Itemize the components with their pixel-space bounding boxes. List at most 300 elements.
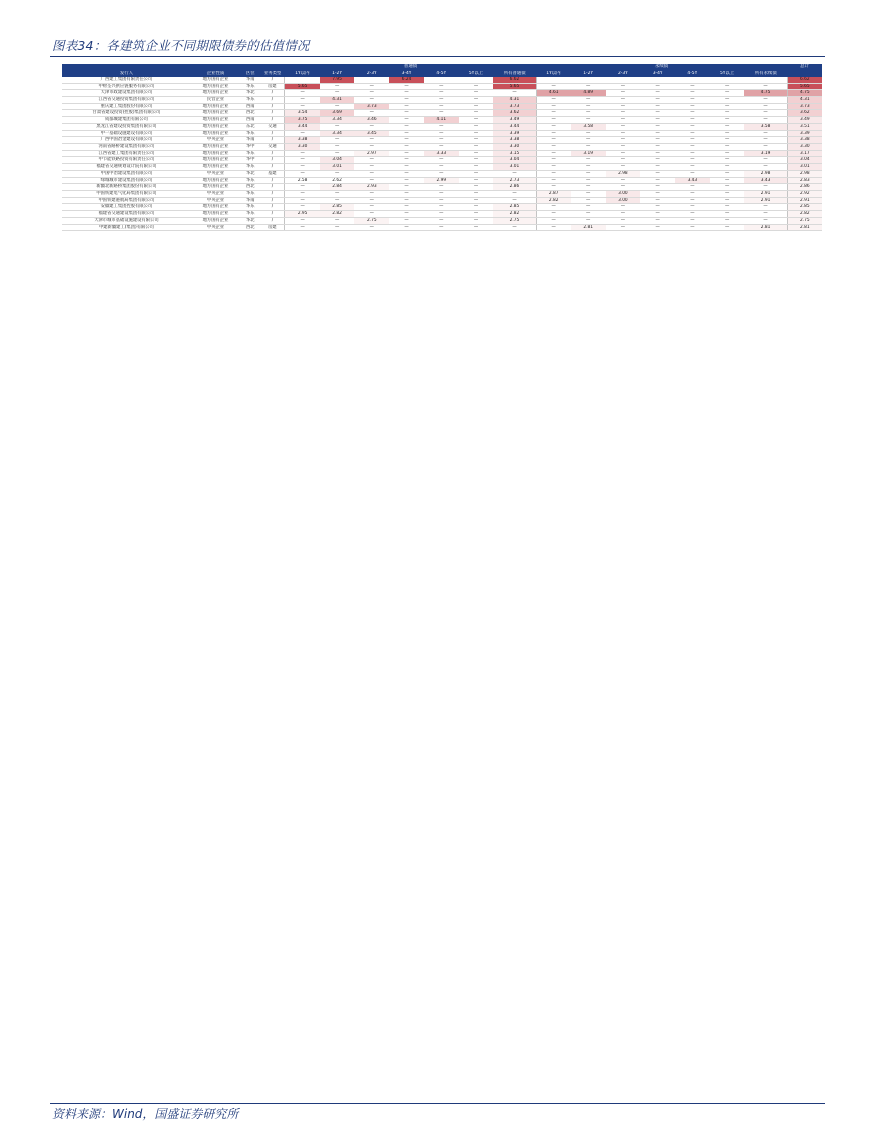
value-cell: —	[710, 117, 745, 124]
value-cell: —	[536, 177, 571, 184]
value-cell: —	[354, 204, 389, 211]
total-cell: 3.39	[787, 130, 822, 137]
value-cell: —	[536, 211, 571, 218]
value-cell: —	[640, 123, 675, 130]
table-row	[62, 197, 822, 204]
total-cell: 3.51	[787, 123, 822, 130]
all-perp-cell: 3.19	[744, 150, 787, 157]
value-cell: —	[675, 197, 710, 204]
nature-cell: 地方国有企业	[191, 117, 240, 124]
general-term-header: 1-2Y	[320, 71, 355, 77]
value-cell: —	[606, 150, 641, 157]
value-cell: —	[424, 157, 459, 164]
all-general-cell: 4.31	[493, 96, 536, 103]
general-term-header: 4-5Y	[424, 71, 459, 77]
value-cell: —	[640, 157, 675, 164]
value-cell: —	[710, 103, 745, 110]
issuer-cell: 江西省建工集团有限责任公司	[62, 150, 191, 157]
value-cell: —	[640, 90, 675, 97]
region-cell: 华东	[240, 204, 260, 211]
value-cell: —	[354, 96, 389, 103]
total-cell: 3.62	[787, 110, 822, 117]
value-cell: —	[320, 191, 355, 198]
value-cell: —	[606, 224, 641, 231]
value-cell: —	[606, 217, 641, 224]
value-cell: —	[606, 110, 641, 117]
value-cell: 2.99	[424, 177, 459, 184]
table-row	[62, 137, 822, 144]
group-perp-header: 永续债	[536, 64, 787, 71]
value-cell: 2.82	[320, 211, 355, 218]
value-cell: —	[320, 90, 355, 97]
type-cell: /	[260, 103, 285, 110]
value-cell: —	[675, 211, 710, 218]
all-general-cell: 3.73	[493, 103, 536, 110]
perp-term-header: 3-4Y	[640, 71, 675, 77]
value-cell: —	[424, 170, 459, 177]
value-cell: —	[459, 96, 494, 103]
value-cell: —	[710, 123, 745, 130]
all-general-cell: 3.39	[493, 130, 536, 137]
nature-cell: 地方国有企业	[191, 150, 240, 157]
type-cell: 基建	[260, 170, 285, 177]
value-cell: —	[640, 184, 675, 191]
value-cell: 2.75	[354, 217, 389, 224]
value-cell: —	[354, 143, 389, 150]
source-note: 资料来源：Wind，国盛证券研究所	[52, 1107, 239, 1121]
value-cell: —	[320, 217, 355, 224]
value-cell: —	[675, 157, 710, 164]
type-cell: /	[260, 137, 285, 144]
nature-cell: 地方国有企业	[191, 211, 240, 218]
type-cell: 房建	[260, 83, 285, 90]
value-cell: 3.00	[606, 191, 641, 198]
all-perp-cell: —	[744, 184, 787, 191]
value-cell: —	[571, 143, 606, 150]
type-cell: /	[260, 191, 285, 198]
value-cell: —	[389, 217, 424, 224]
value-cell: —	[389, 90, 424, 97]
value-cell: —	[675, 137, 710, 144]
region-cell: 华南	[240, 197, 260, 204]
table-row	[62, 177, 822, 184]
value-cell: 2.97	[354, 150, 389, 157]
value-cell: —	[459, 137, 494, 144]
value-cell: —	[354, 137, 389, 144]
value-cell: 3.01	[320, 164, 355, 171]
value-cell: 3.00	[606, 197, 641, 204]
all-general-cell: 3.30	[493, 143, 536, 150]
value-cell: —	[389, 157, 424, 164]
value-cell: —	[675, 170, 710, 177]
table-row	[62, 204, 822, 211]
value-cell: —	[675, 123, 710, 130]
value-cell: 6.24	[389, 77, 424, 83]
general-term-header: 1Y以内	[285, 71, 320, 77]
perp-term-header: 1-2Y	[571, 71, 606, 77]
value-cell: —	[459, 123, 494, 130]
value-cell: —	[536, 143, 571, 150]
value-cell: —	[285, 204, 320, 211]
value-cell: —	[354, 191, 389, 198]
issuer-cell: 福建省交通建设集团有限公司	[62, 211, 191, 218]
issuer-header: 发行人	[62, 71, 191, 77]
perp-term-header: 所有永续债	[744, 71, 787, 77]
value-cell: —	[710, 224, 745, 231]
total-cell: 2.98	[787, 170, 822, 177]
value-cell: —	[424, 217, 459, 224]
total-cell: 2.91	[787, 197, 822, 204]
value-cell: —	[459, 164, 494, 171]
value-cell: —	[536, 170, 571, 177]
title-rule	[50, 56, 825, 57]
value-cell: —	[606, 123, 641, 130]
value-cell: —	[571, 191, 606, 198]
type-cell: /	[260, 197, 285, 204]
total-cell: 2.85	[787, 204, 822, 211]
issuer-cell: 广西建工集团有限责任公司	[62, 77, 191, 83]
general-term-header: 所有普通债	[493, 71, 536, 77]
all-general-cell: —	[493, 170, 536, 177]
value-cell: 3.38	[285, 137, 320, 144]
issuer-cell: 绿城城市建设集团有限公司	[62, 177, 191, 184]
value-cell: —	[640, 150, 675, 157]
value-cell: —	[459, 130, 494, 137]
all-perp-cell: —	[744, 164, 787, 171]
table-row	[62, 150, 822, 157]
all-general-cell: 2.86	[493, 184, 536, 191]
value-cell: 5.65	[285, 83, 320, 90]
value-cell: —	[354, 224, 389, 231]
all-perp-cell: —	[744, 204, 787, 211]
value-cell: —	[710, 164, 745, 171]
value-cell: —	[571, 177, 606, 184]
total-cell: 6.62	[787, 77, 822, 83]
value-cell: 2.85	[320, 204, 355, 211]
value-cell: —	[424, 224, 459, 231]
value-cell: —	[354, 177, 389, 184]
value-cell: —	[389, 170, 424, 177]
value-cell: —	[606, 164, 641, 171]
value-cell: —	[354, 170, 389, 177]
table-row	[62, 224, 822, 231]
value-cell: —	[285, 150, 320, 157]
value-cell: —	[320, 197, 355, 204]
value-cell: —	[389, 110, 424, 117]
nature-cell: 中央企业	[191, 191, 240, 198]
region-cell: 华南	[240, 77, 260, 83]
value-cell: —	[389, 224, 424, 231]
value-cell: —	[606, 117, 641, 124]
general-term-header: 3-4Y	[389, 71, 424, 77]
value-cell: —	[389, 184, 424, 191]
region-cell: 华中	[240, 157, 260, 164]
value-cell: —	[675, 217, 710, 224]
value-cell: —	[675, 96, 710, 103]
value-cell: 3.33	[424, 150, 459, 157]
value-cell: —	[459, 204, 494, 211]
value-cell: —	[285, 224, 320, 231]
value-cell: —	[424, 137, 459, 144]
value-cell: —	[606, 130, 641, 137]
all-general-cell: 3.44	[493, 123, 536, 130]
value-cell: 4.11	[424, 117, 459, 124]
value-cell: —	[675, 90, 710, 97]
all-general-cell: 2.73	[493, 177, 536, 184]
perp-term-header: 2-3Y	[606, 71, 641, 77]
table-row	[62, 110, 822, 117]
value-cell: —	[320, 103, 355, 110]
value-cell: —	[536, 110, 571, 117]
value-cell: —	[389, 211, 424, 218]
all-perp-cell: —	[744, 103, 787, 110]
value-cell: —	[710, 217, 745, 224]
value-cell: 3.34	[320, 117, 355, 124]
value-cell: 7.95	[320, 77, 355, 83]
issuer-cell: 甘肃省建设投资(控股)集团有限公司	[62, 110, 191, 117]
value-cell: —	[675, 103, 710, 110]
total-cell: 4.75	[787, 90, 822, 97]
issuer-cell: 重庆建工集团股份有限公司	[62, 103, 191, 110]
value-cell: 2.62	[320, 177, 355, 184]
value-cell: —	[536, 117, 571, 124]
value-cell: —	[320, 137, 355, 144]
region-cell: 华北	[240, 90, 260, 97]
value-cell: —	[675, 83, 710, 90]
value-cell: —	[389, 204, 424, 211]
type-cell: /	[260, 150, 285, 157]
value-cell: —	[571, 184, 606, 191]
region-cell: 西北	[240, 224, 260, 231]
value-cell: —	[640, 177, 675, 184]
value-cell: —	[536, 103, 571, 110]
value-cell: —	[571, 83, 606, 90]
region-cell: 华东	[240, 177, 260, 184]
all-general-cell: 3.62	[493, 110, 536, 117]
total-cell: 3.38	[787, 137, 822, 144]
source-rule	[50, 1103, 825, 1104]
value-cell: —	[285, 191, 320, 198]
value-cell: 3.75	[285, 117, 320, 124]
value-cell: —	[389, 164, 424, 171]
value-cell: —	[424, 204, 459, 211]
value-cell: —	[675, 184, 710, 191]
value-cell: —	[424, 164, 459, 171]
all-perp-cell: 4.75	[744, 90, 787, 97]
value-cell: —	[606, 211, 641, 218]
value-cell: —	[675, 117, 710, 124]
value-cell: —	[710, 191, 745, 198]
type-cell: /	[260, 90, 285, 97]
value-cell: —	[536, 224, 571, 231]
nature-cell: 地方国有企业	[191, 217, 240, 224]
value-cell: —	[536, 217, 571, 224]
value-cell: 4.61	[536, 90, 571, 97]
total-header: 总计	[787, 64, 822, 71]
all-general-cell: 6.62	[493, 77, 536, 83]
region-cell: 华东	[240, 211, 260, 218]
value-cell: —	[354, 110, 389, 117]
value-cell: —	[710, 204, 745, 211]
issuer-cell: 河南省路桥建设集团有限公司	[62, 143, 191, 150]
value-cell: —	[536, 204, 571, 211]
all-perp-cell: 2.91	[744, 197, 787, 204]
value-cell: —	[459, 217, 494, 224]
all-perp-cell: 2.98	[744, 170, 787, 177]
table-row	[62, 170, 822, 177]
value-cell: 2.81	[571, 224, 606, 231]
value-cell: —	[320, 150, 355, 157]
type-cell: 房建	[260, 224, 285, 231]
value-cell: —	[285, 157, 320, 164]
value-cell: —	[389, 191, 424, 198]
value-cell: —	[424, 103, 459, 110]
all-general-cell: —	[493, 224, 536, 231]
value-cell: —	[571, 137, 606, 144]
value-cell: 3.73	[354, 103, 389, 110]
issuer-cell: 中国铁建港航局集团有限公司	[62, 197, 191, 204]
value-cell: —	[675, 191, 710, 198]
type-cell: /	[260, 96, 285, 103]
value-cell: —	[424, 90, 459, 97]
all-perp-cell: 3.58	[744, 123, 787, 130]
region-cell: 华东	[240, 164, 260, 171]
value-cell: —	[571, 130, 606, 137]
value-cell: —	[571, 211, 606, 218]
value-cell: 2.58	[285, 177, 320, 184]
table-row	[62, 130, 822, 137]
total-cell: 3.17	[787, 150, 822, 157]
all-perp-cell: —	[744, 130, 787, 137]
perp-term-header: 4-5Y	[675, 71, 710, 77]
nature-cell: 地方国有企业	[191, 184, 240, 191]
value-cell: 4.89	[571, 90, 606, 97]
value-cell: —	[571, 217, 606, 224]
value-cell: 2.84	[320, 184, 355, 191]
value-cell: —	[459, 90, 494, 97]
value-cell: 4.31	[320, 96, 355, 103]
issuer-cell: 中建新疆建工(集团)有限公司	[62, 224, 191, 231]
region-cell: 西北	[240, 184, 260, 191]
value-cell: —	[675, 143, 710, 150]
value-cell: —	[536, 184, 571, 191]
value-cell: —	[606, 184, 641, 191]
nature-cell: 中央企业	[191, 197, 240, 204]
nature-cell: 地方国有企业	[191, 164, 240, 171]
value-cell: —	[640, 103, 675, 110]
value-cell: —	[710, 197, 745, 204]
perp-term-header: 5Y以上	[710, 71, 745, 77]
value-cell: —	[389, 150, 424, 157]
value-cell: —	[571, 204, 606, 211]
issuer-cell: 天津市城市基础设施建设有限公司	[62, 217, 191, 224]
value-cell: —	[640, 164, 675, 171]
value-cell: —	[710, 184, 745, 191]
value-cell: —	[640, 96, 675, 103]
issuer-cell: 黑龙江省建设投资集团有限公司	[62, 123, 191, 130]
all-perp-cell: —	[744, 217, 787, 224]
nature-cell: 地方国有企业	[191, 123, 240, 130]
issuer-cell: 中国铁建电气化局集团有限公司	[62, 191, 191, 198]
all-general-cell: 5.65	[493, 83, 536, 90]
type-cell: /	[260, 130, 285, 137]
value-cell: —	[320, 224, 355, 231]
value-cell: —	[640, 143, 675, 150]
type-cell: /	[260, 184, 285, 191]
table-row	[62, 184, 822, 191]
value-cell: 2.87	[536, 191, 571, 198]
table-row	[62, 211, 822, 218]
value-cell: —	[320, 170, 355, 177]
value-cell: —	[571, 170, 606, 177]
value-cell: 2.98	[606, 170, 641, 177]
value-cell: —	[459, 184, 494, 191]
value-cell: —	[285, 90, 320, 97]
all-general-cell: 3.49	[493, 117, 536, 124]
value-cell: —	[424, 197, 459, 204]
value-cell: —	[710, 157, 745, 164]
value-cell: —	[320, 143, 355, 150]
all-perp-cell: —	[744, 143, 787, 150]
value-cell: —	[424, 130, 459, 137]
value-cell: —	[536, 83, 571, 90]
value-cell: —	[710, 177, 745, 184]
value-cell: —	[640, 211, 675, 218]
value-cell: 3.30	[285, 143, 320, 150]
value-cell: —	[424, 191, 459, 198]
nature-cell: 地方国有企业	[191, 177, 240, 184]
issuer-cell: 中财荃兴供应链服务有限公司	[62, 83, 191, 90]
nature-header: 企业性质	[191, 71, 240, 77]
all-perp-cell: —	[744, 83, 787, 90]
all-perp-cell: —	[744, 96, 787, 103]
value-cell: —	[640, 110, 675, 117]
nature-cell: 中央企业	[191, 170, 240, 177]
total-cell: 2.75	[787, 217, 822, 224]
value-cell: —	[459, 211, 494, 218]
value-cell: —	[459, 103, 494, 110]
value-cell: —	[459, 117, 494, 124]
region-cell: 华东	[240, 130, 260, 137]
value-cell: —	[459, 150, 494, 157]
all-general-cell: —	[493, 191, 536, 198]
figure-title: 图表34：各建筑企业不同期限债券的估值情况	[52, 38, 310, 53]
issuer-cell: 广西中国冶金建设有限公司	[62, 137, 191, 144]
all-general-cell: 2.75	[493, 217, 536, 224]
total-cell: 5.65	[787, 83, 822, 90]
value-cell: —	[536, 157, 571, 164]
value-cell: —	[606, 90, 641, 97]
value-cell: —	[424, 110, 459, 117]
region-cell: 西北	[240, 110, 260, 117]
value-cell: —	[675, 164, 710, 171]
value-cell: —	[571, 103, 606, 110]
value-cell: —	[459, 157, 494, 164]
general-term-header: 2-3Y	[354, 71, 389, 77]
value-cell: —	[285, 184, 320, 191]
value-cell: —	[285, 164, 320, 171]
all-general-cell: 3.04	[493, 157, 536, 164]
value-cell: —	[389, 117, 424, 124]
type-cell: 交通	[260, 143, 285, 150]
value-cell: 3.45	[354, 130, 389, 137]
value-cell: —	[571, 96, 606, 103]
all-perp-cell: —	[744, 137, 787, 144]
value-cell: —	[354, 90, 389, 97]
type-cell: /	[260, 217, 285, 224]
value-cell: —	[710, 150, 745, 157]
issuer-cell: 天津市政建设集团有限公司	[62, 90, 191, 97]
